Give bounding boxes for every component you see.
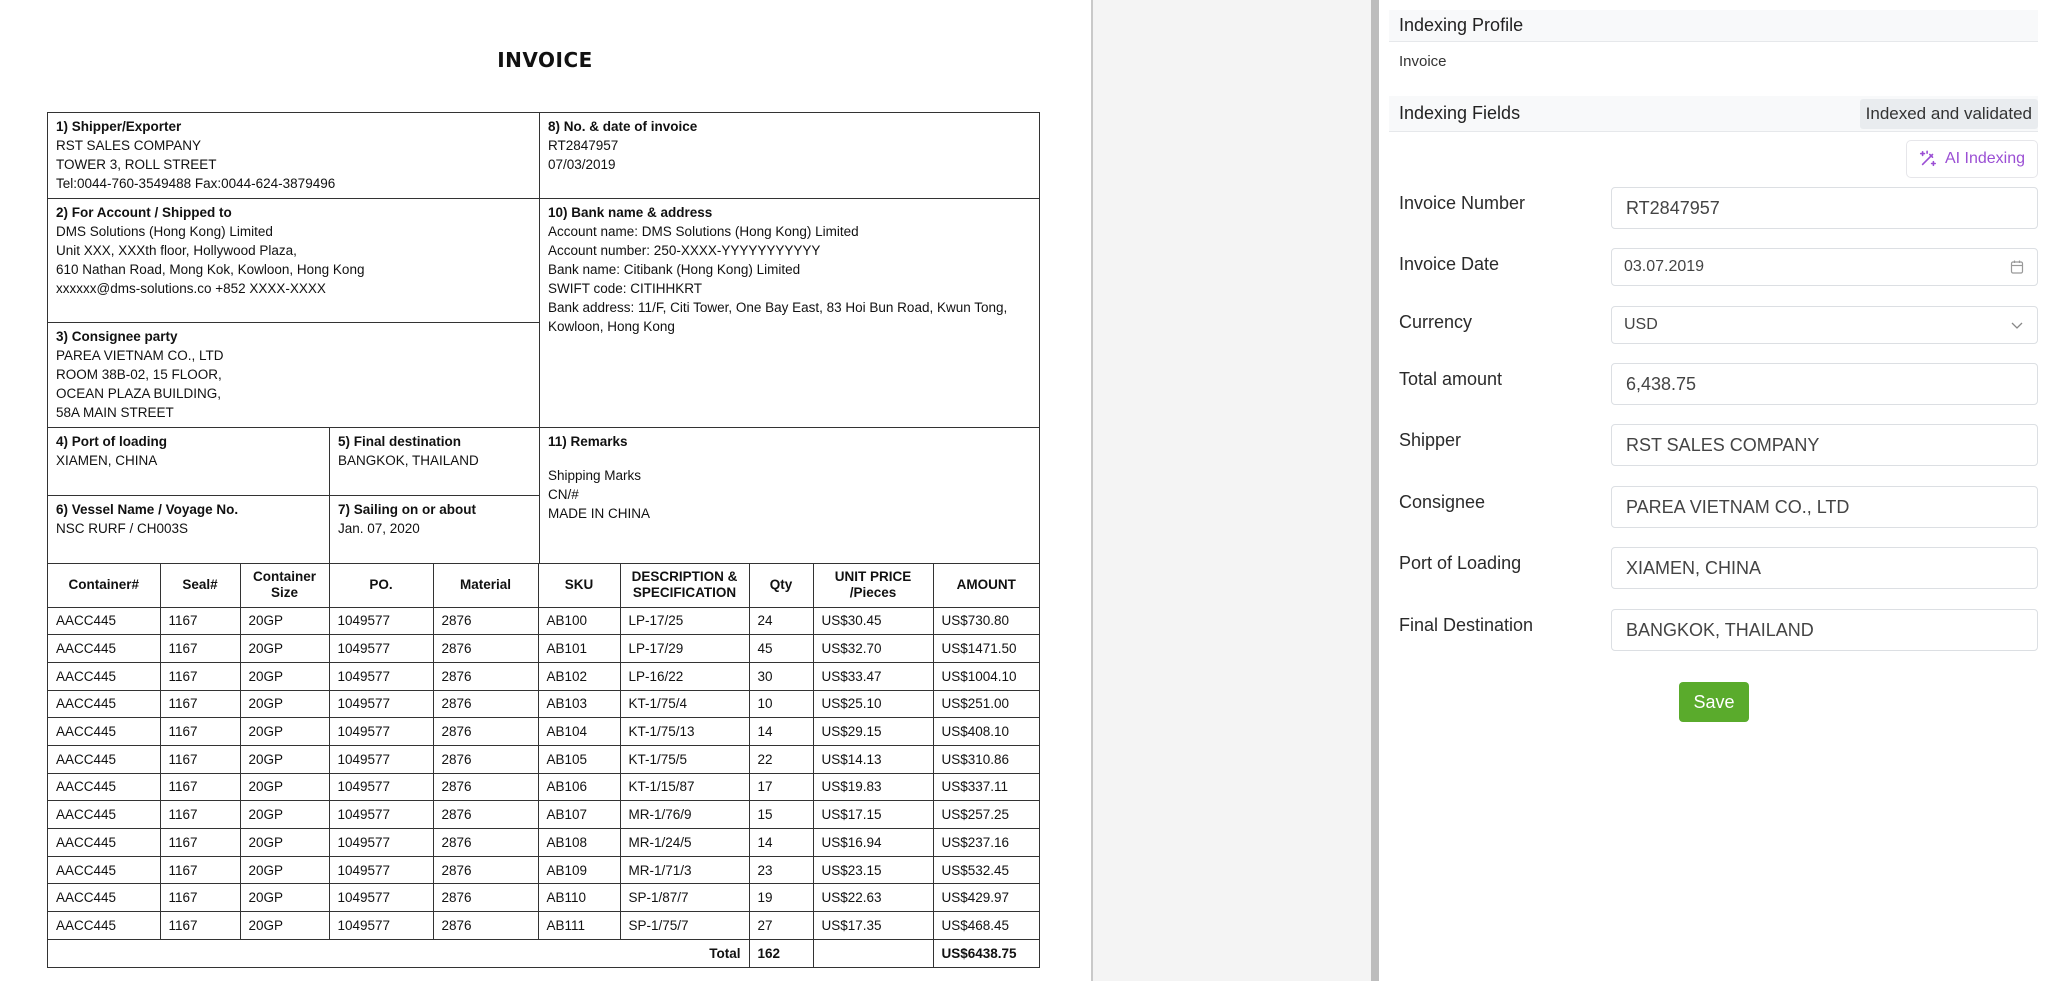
field-port-of-loading xyxy=(1399,547,2038,591)
table-cell: AACC445 xyxy=(48,773,160,801)
table-cell: 20GP xyxy=(240,856,329,884)
table-cell: 1167 xyxy=(160,662,240,690)
column-header: AMOUNT xyxy=(933,564,1039,607)
shipper-input[interactable] xyxy=(1611,424,2038,466)
table-cell: AACC445 xyxy=(48,662,160,690)
table-cell: AACC445 xyxy=(48,856,160,884)
invoice-no-heading: 8) No. & date of invoice xyxy=(548,119,698,134)
left-stack xyxy=(48,199,539,427)
indexing-fields-heading: Indexing Fields xyxy=(1399,103,1521,123)
table-body xyxy=(48,607,1039,967)
table-cell: 20GP xyxy=(240,912,329,940)
table-cell: AB108 xyxy=(538,829,620,857)
currency-value: USD xyxy=(1624,316,1658,333)
table-cell: AACC445 xyxy=(48,829,160,857)
table-cell: AB100 xyxy=(538,607,620,635)
table-cell: AB101 xyxy=(538,635,620,663)
table-cell: AB111 xyxy=(538,912,620,940)
vessel-box xyxy=(48,496,329,563)
table-row xyxy=(48,801,1039,829)
ai-indexing-button[interactable] xyxy=(1906,140,2038,178)
ai-indexing-label: AI Indexing xyxy=(1944,150,2025,167)
column-header: Container Size xyxy=(240,564,329,607)
table-cell: US$22.63 xyxy=(813,884,933,912)
consignee-heading: 3) Consignee party xyxy=(56,329,178,344)
bank-line: Bank name: Citibank (Hong Kong) Limited xyxy=(548,262,801,277)
table-row xyxy=(48,607,1039,635)
total-unit-price-empty xyxy=(813,939,933,967)
port-of-loading-input[interactable] xyxy=(1611,547,2038,589)
table-cell: 1167 xyxy=(160,607,240,635)
account-line: 610 Nathan Road, Mong Kok, Kowloon, Hong Kong xyxy=(56,262,365,277)
table-cell: 19 xyxy=(749,884,813,912)
field-invoice-number xyxy=(1399,187,2038,231)
table-cell: 2876 xyxy=(433,635,538,663)
final-destination-input[interactable] xyxy=(1611,609,2038,651)
invoice-number-field[interactable] xyxy=(1626,198,2023,219)
table-cell: 1049577 xyxy=(329,773,433,801)
port-of-loading-value: XIAMEN, CHINA xyxy=(56,453,158,468)
bank-line: Account number: 250-XXXX-YYYYYYYYYYY xyxy=(548,243,821,258)
final-destination-heading: 5) Final destination xyxy=(338,434,462,449)
column-header: SKU xyxy=(538,564,620,607)
table-cell: 2876 xyxy=(433,912,538,940)
shipping-grid xyxy=(48,428,539,563)
table-cell: US$408.10 xyxy=(933,718,1039,746)
shipper-label: Shipper xyxy=(1399,430,1462,450)
field-final-destination xyxy=(1399,609,2038,653)
remarks-box xyxy=(539,428,1039,563)
table-cell: 1167 xyxy=(160,773,240,801)
table-cell: 1049577 xyxy=(329,856,433,884)
table-cell: AB109 xyxy=(538,856,620,884)
invoice-date-value: 07/03/2019 xyxy=(548,157,616,172)
total-amount-label: Total amount xyxy=(1399,369,1503,389)
table-cell: 1049577 xyxy=(329,829,433,857)
table-cell: 27 xyxy=(749,912,813,940)
table-cell: US$730.80 xyxy=(933,607,1039,635)
invoice-number-input[interactable] xyxy=(1611,187,2038,229)
table-cell: 24 xyxy=(749,607,813,635)
table-row xyxy=(48,745,1039,773)
table-cell: AB107 xyxy=(538,801,620,829)
table-cell: 2876 xyxy=(433,884,538,912)
table-cell: 1049577 xyxy=(329,884,433,912)
consignee-line: OCEAN PLAZA BUILDING, xyxy=(56,386,222,401)
table-cell: KT-1/15/87 xyxy=(620,773,749,801)
invoice-date-label: Invoice Date xyxy=(1399,254,1500,274)
sailing-value: Jan. 07, 2020 xyxy=(338,521,420,536)
table-row xyxy=(48,773,1039,801)
table-cell: 2876 xyxy=(433,607,538,635)
table-cell: 1049577 xyxy=(329,718,433,746)
table-cell: 20GP xyxy=(240,773,329,801)
indexing-profile-heading: Indexing Profile xyxy=(1399,15,1524,35)
table-cell: LP-17/29 xyxy=(620,635,749,663)
table-cell: 15 xyxy=(749,801,813,829)
table-cell: 20GP xyxy=(240,884,329,912)
shipper-box xyxy=(48,113,539,198)
consignee-box xyxy=(48,323,539,427)
vessel-row xyxy=(48,496,539,563)
viewer-gutter xyxy=(1093,0,1371,981)
table-cell: 20GP xyxy=(240,718,329,746)
indexing-profile-value: Invoice xyxy=(1399,53,1447,70)
table-cell: US$23.15 xyxy=(813,856,933,884)
port-of-loading-box xyxy=(48,428,329,495)
table-cell: US$310.86 xyxy=(933,745,1039,773)
field-currency xyxy=(1399,306,2038,350)
account-line: DMS Solutions (Hong Kong) Limited xyxy=(56,224,273,239)
row-shipping xyxy=(48,428,1039,564)
table-cell: 1049577 xyxy=(329,662,433,690)
table-cell: AB104 xyxy=(538,718,620,746)
port-of-loading-heading: 4) Port of loading xyxy=(56,434,167,449)
table-cell: KT-1/75/4 xyxy=(620,690,749,718)
total-qty: 162 xyxy=(749,939,813,967)
row-account xyxy=(48,199,1039,428)
invoice-no-value: RT2847957 xyxy=(548,138,619,153)
table-row xyxy=(48,912,1039,940)
table-cell: 1049577 xyxy=(329,607,433,635)
table-cell: AACC445 xyxy=(48,801,160,829)
table-row xyxy=(48,856,1039,884)
table-cell: US$17.15 xyxy=(813,801,933,829)
column-header: DESCRIPTION & SPECIFICATION xyxy=(620,564,749,607)
table-cell: AACC445 xyxy=(48,635,160,663)
field-total-amount xyxy=(1399,363,2038,407)
table-cell: US$429.97 xyxy=(933,884,1039,912)
shipper-line: Tel:0044-760-3549488 Fax:0044-624-3879496 xyxy=(56,176,336,191)
total-amount-field[interactable] xyxy=(1626,374,2023,395)
table-cell: 20GP xyxy=(240,801,329,829)
table-cell: 20GP xyxy=(240,662,329,690)
port-of-loading-field[interactable] xyxy=(1626,558,2023,579)
invoice-date-field[interactable] xyxy=(1624,258,2025,276)
table-cell: 1167 xyxy=(160,884,240,912)
table-row xyxy=(48,662,1039,690)
table-cell: 2876 xyxy=(433,829,538,857)
table-row xyxy=(48,884,1039,912)
panel-resize-handle[interactable] xyxy=(1371,0,1379,981)
table-cell: MR-1/24/5 xyxy=(620,829,749,857)
table-cell: US$33.47 xyxy=(813,662,933,690)
shipper-field[interactable] xyxy=(1626,435,2023,456)
consignee-line: PAREA VIETNAM CO., LTD xyxy=(56,348,224,363)
table-cell: 10 xyxy=(749,690,813,718)
table-cell: 2876 xyxy=(433,745,538,773)
shipper-line: RST SALES COMPANY xyxy=(56,138,202,153)
table-cell: 1167 xyxy=(160,801,240,829)
ports-row xyxy=(48,428,539,496)
remarks-line: MADE IN CHINA xyxy=(548,506,651,521)
chevron-down-icon[interactable] xyxy=(2009,317,2025,333)
table-cell: AACC445 xyxy=(48,607,160,635)
table-cell: US$337.11 xyxy=(933,773,1039,801)
column-header: Material xyxy=(433,564,538,607)
indexing-panel xyxy=(1379,0,2048,981)
table-cell: MR-1/71/3 xyxy=(620,856,749,884)
remarks-heading: 11) Remarks xyxy=(548,434,628,449)
invoice-title: INVOICE xyxy=(497,48,593,72)
currency-label: Currency xyxy=(1399,312,1473,332)
sailing-heading: 7) Sailing on or about xyxy=(338,502,476,517)
account-line: Unit XXX, XXXth floor, Hollywood Plaza, xyxy=(56,243,297,258)
table-cell: 1049577 xyxy=(329,690,433,718)
table-cell: AB110 xyxy=(538,884,620,912)
table-cell: LP-16/22 xyxy=(620,662,749,690)
table-cell: AACC445 xyxy=(48,690,160,718)
column-header: PO. xyxy=(329,564,433,607)
table-cell: 22 xyxy=(749,745,813,773)
table-row xyxy=(48,635,1039,663)
table-cell: US$29.15 xyxy=(813,718,933,746)
table-cell: US$17.35 xyxy=(813,912,933,940)
table-cell: 2876 xyxy=(433,662,538,690)
final-destination-box xyxy=(329,428,539,495)
invoice-no-box xyxy=(539,113,1039,198)
bank-line: SWIFT code: CITIHHKRT xyxy=(548,281,703,296)
consignee-input[interactable] xyxy=(1611,486,2038,528)
table-cell: MR-1/76/9 xyxy=(620,801,749,829)
account-line: xxxxxx@dms-solutions.co +852 XXXX-XXXX xyxy=(56,281,326,296)
table-cell: US$251.00 xyxy=(933,690,1039,718)
currency-select[interactable] xyxy=(1611,306,2038,344)
column-header: Seal# xyxy=(160,564,240,607)
invoice-number-label: Invoice Number xyxy=(1399,193,1526,213)
invoice-form xyxy=(47,112,1040,968)
table-cell: 1049577 xyxy=(329,745,433,773)
total-amount: US$6438.75 xyxy=(933,939,1039,967)
table-cell: 2876 xyxy=(433,773,538,801)
shipper-line: TOWER 3, ROLL STREET xyxy=(56,157,217,172)
table-cell: US$257.25 xyxy=(933,801,1039,829)
bank-heading: 10) Bank name & address xyxy=(548,205,713,220)
table-cell: 1167 xyxy=(160,635,240,663)
items-table xyxy=(48,564,1039,967)
table-cell: 1167 xyxy=(160,912,240,940)
port-of-loading-label: Port of Loading xyxy=(1399,553,1522,573)
table-cell: 20GP xyxy=(240,635,329,663)
table-cell: AACC445 xyxy=(48,912,160,940)
table-cell: 1167 xyxy=(160,718,240,746)
table-cell: 2876 xyxy=(433,801,538,829)
table-cell: SP-1/75/7 xyxy=(620,912,749,940)
table-cell: KT-1/75/13 xyxy=(620,718,749,746)
table-cell: 1167 xyxy=(160,829,240,857)
table-cell: AACC445 xyxy=(48,718,160,746)
consignee-line: ROOM 38B-02, 15 FLOOR, xyxy=(56,367,222,382)
field-consignee xyxy=(1399,486,2038,530)
table-row xyxy=(48,718,1039,746)
final-destination-label: Final Destination xyxy=(1399,615,1534,635)
table-cell: LP-17/25 xyxy=(620,607,749,635)
vessel-heading: 6) Vessel Name / Voyage No. xyxy=(56,502,239,517)
sailing-box xyxy=(329,496,539,563)
table-cell: AACC445 xyxy=(48,884,160,912)
table-cell: 14 xyxy=(749,829,813,857)
table-cell: 14 xyxy=(749,718,813,746)
table-cell: 1167 xyxy=(160,856,240,884)
consignee-label: Consignee xyxy=(1399,492,1486,512)
final-destination-value: BANGKOK, THAILAND xyxy=(338,453,479,468)
table-cell: 2876 xyxy=(433,856,538,884)
table-cell: US$32.70 xyxy=(813,635,933,663)
table-cell: US$19.83 xyxy=(813,773,933,801)
table-cell: US$14.13 xyxy=(813,745,933,773)
column-header: Container# xyxy=(48,564,160,607)
table-cell: US$468.45 xyxy=(933,912,1039,940)
indexing-fields-header xyxy=(1389,96,2038,132)
table-cell: US$1004.10 xyxy=(933,662,1039,690)
table-cell: 45 xyxy=(749,635,813,663)
table-row xyxy=(48,829,1039,857)
table-cell: AB102 xyxy=(538,662,620,690)
table-cell: 1167 xyxy=(160,745,240,773)
table-header-row xyxy=(48,564,1039,607)
remarks-line: Shipping Marks xyxy=(548,468,642,483)
shipper-heading: 1) Shipper/Exporter xyxy=(56,119,182,134)
magic-wand-icon xyxy=(1919,150,1937,168)
table-cell: 20GP xyxy=(240,690,329,718)
column-header: Qty xyxy=(749,564,813,607)
table-cell: US$25.10 xyxy=(813,690,933,718)
vessel-value: NSC RURF / CH003S xyxy=(56,521,189,536)
calendar-icon[interactable] xyxy=(2009,259,2025,275)
remarks-line: CN/# xyxy=(548,487,579,502)
consignee-line: 58A MAIN STREET xyxy=(56,405,174,420)
table-cell: 20GP xyxy=(240,745,329,773)
table-cell: 1167 xyxy=(160,690,240,718)
table-cell: 20GP xyxy=(240,829,329,857)
table-cell: 2876 xyxy=(433,718,538,746)
table-row xyxy=(48,690,1039,718)
table-cell: US$532.45 xyxy=(933,856,1039,884)
bank-box xyxy=(539,199,1039,427)
table-cell: US$1471.50 xyxy=(933,635,1039,663)
total-row xyxy=(48,939,1039,967)
table-cell: 1049577 xyxy=(329,635,433,663)
final-destination-field[interactable] xyxy=(1626,620,2023,641)
table-cell: 20GP xyxy=(240,607,329,635)
status-badge: Indexed and validated xyxy=(1860,99,2038,129)
table-cell: AB105 xyxy=(538,745,620,773)
table-cell: AB103 xyxy=(538,690,620,718)
total-amount-input[interactable] xyxy=(1611,363,2038,405)
account-box xyxy=(48,199,539,323)
invoice-date-input[interactable] xyxy=(1611,248,2038,286)
indexing-profile-header xyxy=(1389,10,2038,42)
table-cell: SP-1/87/7 xyxy=(620,884,749,912)
table-cell: 23 xyxy=(749,856,813,884)
bank-line: Account name: DMS Solutions (Hong Kong) Limited xyxy=(548,224,859,239)
table-cell: US$30.45 xyxy=(813,607,933,635)
table-cell: 1049577 xyxy=(329,801,433,829)
table-cell: KT-1/75/5 xyxy=(620,745,749,773)
table-cell: 17 xyxy=(749,773,813,801)
table-cell: 2876 xyxy=(433,690,538,718)
row-shipper xyxy=(48,113,1039,199)
field-invoice-date xyxy=(1399,248,2038,292)
table-cell: AACC445 xyxy=(48,745,160,773)
total-label: Total xyxy=(48,939,749,967)
field-shipper xyxy=(1399,424,2038,468)
table-cell: US$16.94 xyxy=(813,829,933,857)
account-heading: 2) For Account / Shipped to xyxy=(56,205,232,220)
column-header: UNIT PRICE /Pieces xyxy=(813,564,933,607)
table-cell: US$237.16 xyxy=(933,829,1039,857)
table-cell: 30 xyxy=(749,662,813,690)
bank-line: Bank address: 11/F, Citi Tower, One Bay East, 83 Hoi Bun Road, Kwun Tong, Kowloon, Hong Kong xyxy=(548,300,1008,334)
save-button[interactable]: Save xyxy=(1679,682,1749,722)
table-cell: AB106 xyxy=(538,773,620,801)
consignee-field[interactable] xyxy=(1626,497,2023,518)
table-cell: 1049577 xyxy=(329,912,433,940)
